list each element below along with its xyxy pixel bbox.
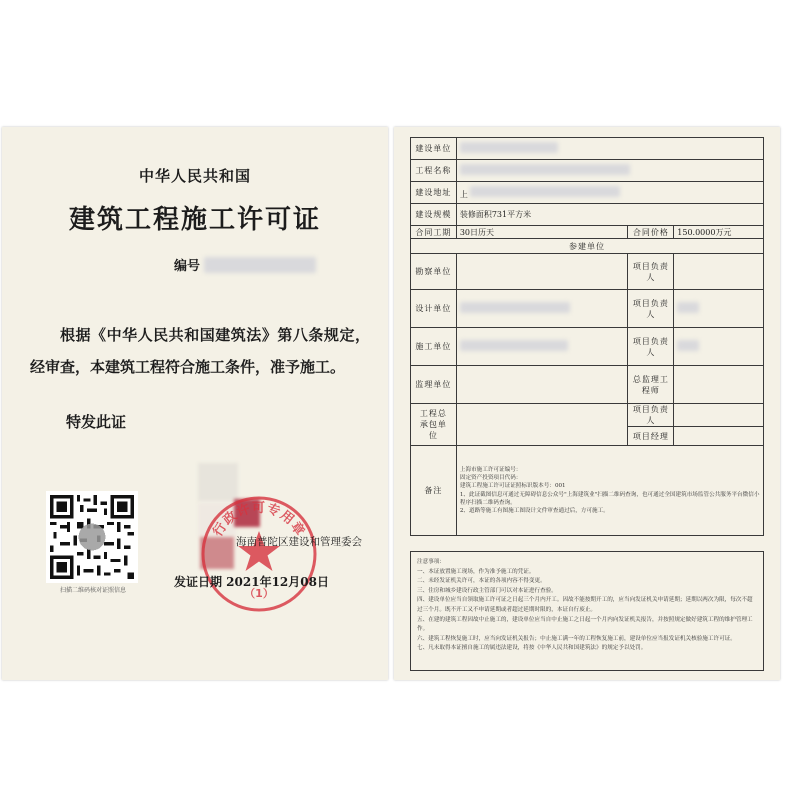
remarks-line: 2、道路等施工有图施工图设计文件审查通过后，方可施工。	[459, 507, 609, 514]
certificate-front-page	[2, 127, 388, 680]
project-manager-label: 项目经理	[628, 427, 674, 446]
row-label: 施工单位	[411, 328, 457, 366]
address-prefix: 上	[459, 189, 468, 199]
contract-period-value: 30日历天	[456, 226, 628, 239]
notes-title: 注意事项：	[417, 559, 445, 565]
project-address-value	[456, 182, 763, 204]
issuing-authority: 海南普陀区建设和管理委会	[236, 536, 362, 548]
official-seal	[198, 493, 320, 615]
certificate-details-page	[394, 127, 780, 680]
row-label: 建设单位	[411, 138, 457, 160]
table-row	[411, 366, 764, 404]
note-item: 六、建筑工程恢复施工时，应当向发证机关报告；中止施工满一年的工程恢复施工前，建设单位应当报发证机关核验施工许可证。	[417, 635, 736, 642]
row-label: 建设地址	[411, 182, 457, 204]
note-item: 五、在建的建筑工程因故中止施工的，建设单位应当自中止施工之日起一个月内向发证机关报告，并按照规定做好建筑工程的维护管理工作。	[417, 616, 753, 633]
country-name: 中华人民共和国	[138, 167, 251, 185]
remarks-line: 上海市施工许可证编号：	[459, 466, 522, 473]
table-row	[411, 404, 764, 427]
manager-value	[674, 254, 764, 290]
qr-code-icon	[50, 495, 134, 579]
remarks-content	[456, 446, 763, 536]
project-name-value	[456, 160, 763, 182]
contract-price-value: 150.0000万元	[674, 226, 764, 239]
redacted-value	[460, 164, 630, 175]
notes-list	[417, 568, 757, 654]
construction-unit-value	[456, 138, 763, 160]
manager-label: 项目负责人	[628, 290, 674, 328]
qr-code	[46, 491, 138, 583]
certificate-number-row	[174, 255, 316, 274]
row-label: 工程名称	[411, 160, 457, 182]
project-info-table	[410, 137, 764, 536]
table-row	[411, 254, 764, 290]
redacted-value	[470, 186, 620, 197]
redacted-value	[677, 302, 699, 313]
supervision-unit-value	[456, 366, 628, 404]
redacted-value	[460, 302, 570, 313]
seal-icon	[198, 493, 320, 615]
note-item: 七、凡未取得本证擅自施工的属违法建设，将按《中华人民共和国建筑法》的规定予以处罚。	[417, 645, 647, 652]
manager-value	[674, 404, 764, 427]
special-notice: 特发此证	[66, 413, 127, 431]
seal-number: （1）	[244, 587, 274, 600]
project-scale-value: 装修面积731平方米	[456, 204, 763, 226]
contract-price-label: 合同价格	[628, 226, 674, 239]
row-label: 建设规模	[411, 204, 457, 226]
contract-period-label: 合同工期	[411, 226, 457, 239]
redacted-value	[460, 142, 558, 153]
remarks-line: 固定资产投资项目代码：	[459, 475, 522, 482]
remarks-line: 建筑工程施工许可证证照标识版本号：001	[459, 483, 566, 490]
remarks-label: 备注	[411, 446, 457, 536]
table-row	[411, 182, 764, 204]
construction-contractor-value	[456, 328, 628, 366]
manager-value	[674, 290, 764, 328]
general-contractor-value	[456, 404, 628, 446]
table-row	[411, 239, 764, 254]
row-label: 工程总承包单位	[411, 404, 457, 446]
issue-date: 发证日期 2021年12月08日	[174, 575, 329, 589]
manager-label: 项目负责人	[628, 254, 674, 290]
certificate-title: 建筑工程施工许可证	[68, 205, 321, 235]
note-item: 一、本证放置施工现场，作为准予施工的凭证。	[417, 568, 535, 575]
number-label: 编号	[174, 259, 201, 274]
project-manager-value	[674, 427, 764, 446]
design-unit-value	[456, 290, 628, 328]
manager-value	[674, 328, 764, 366]
row-label: 监理单位	[411, 366, 457, 404]
manager-label: 项目负责人	[628, 404, 674, 427]
seal-text: 行政许可专用章	[210, 500, 308, 540]
table-row	[411, 160, 764, 182]
note-item: 三、住房和城乡建设行政主管部门可以对本证进行查验。	[417, 587, 557, 594]
row-label: 勘察单位	[411, 254, 457, 290]
redacted-value	[460, 340, 568, 351]
table-row	[411, 138, 764, 160]
row-label: 设计单位	[411, 290, 457, 328]
table-row	[411, 204, 764, 226]
notes-section	[410, 551, 764, 671]
manager-value	[674, 366, 764, 404]
survey-unit-value	[456, 254, 628, 290]
remarks-line: 1、此证截图信息可通过无障碍信息公众号"上海建筑业"扫描二维码查询，也可通过全国建筑市场监管公共服务平台微信小程序扫描二维码查询。	[459, 491, 760, 506]
table-row	[411, 446, 764, 536]
note-item: 四、建设单位应当自领取施工许可证之日起三个月内开工。因故不能按期开工的，应当向发证机关申请延期；延期以两次为限，每次不超过三个月。既不开工又不申请延期或者超过延期时限的，本证自行废止。	[417, 597, 753, 613]
manager-label: 总监理工程师	[628, 366, 674, 404]
certificate-body-text: 根据《中华人民共和国建筑法》第八条规定，经审查，本建筑工程符合施工条件，准予施工。	[30, 326, 370, 376]
table-row	[411, 226, 764, 239]
note-item: 二、未经发证机关许可，本证的各项内容不得变更。	[417, 578, 546, 585]
participants-header: 参建单位	[411, 239, 764, 254]
table-row	[411, 290, 764, 328]
manager-label: 项目负责人	[628, 328, 674, 366]
redacted-number	[204, 257, 316, 273]
redacted-value	[677, 340, 699, 351]
qr-caption: 扫描二维码核对证照信息	[59, 587, 126, 594]
table-row	[411, 328, 764, 366]
